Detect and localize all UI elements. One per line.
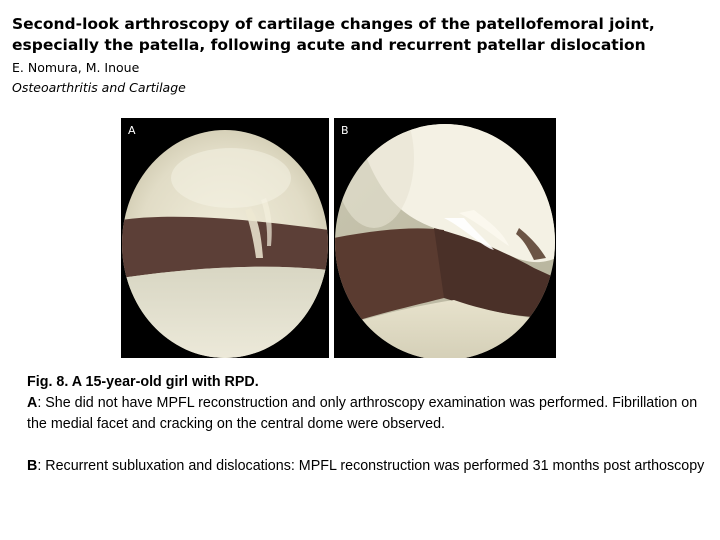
image-label-b: B	[341, 124, 349, 137]
caption-key-a: A	[27, 395, 38, 411]
journal-name: Osteoarthritis and Cartilage	[12, 80, 186, 95]
caption-key-b: B	[27, 458, 38, 474]
arthroscopy-image-b-drawing	[334, 118, 556, 358]
paper-title: Second-look arthroscopy of cartilage changes of the patellofemoral joint, especially the patella, following acute and recurrent patellar dislocation	[12, 15, 655, 54]
arthroscopy-image-a-drawing	[121, 118, 329, 358]
authors: E. Nomura, M. Inoue	[12, 60, 140, 75]
caption-heading: Fig. 8. A 15-year-old girl with RPD.	[27, 374, 259, 390]
caption-paragraph-b	[27, 456, 707, 477]
caption-text-a: : She did not have MPFL reconstruction and only arthroscopy examination was performed. Fibrillation on the medial facet and cracking on the central dome were observed.	[27, 395, 698, 432]
caption-paragraph-a	[27, 393, 707, 435]
caption-text-b: : Recurrent subluxation and dislocations: MPFL reconstruction was performed 31 months post arthoscopy	[37, 458, 705, 474]
arthroscopy-image-b	[334, 118, 556, 358]
arthroscopy-image-a	[121, 118, 329, 358]
figure-caption	[27, 372, 707, 477]
image-label-a: A	[128, 124, 136, 137]
